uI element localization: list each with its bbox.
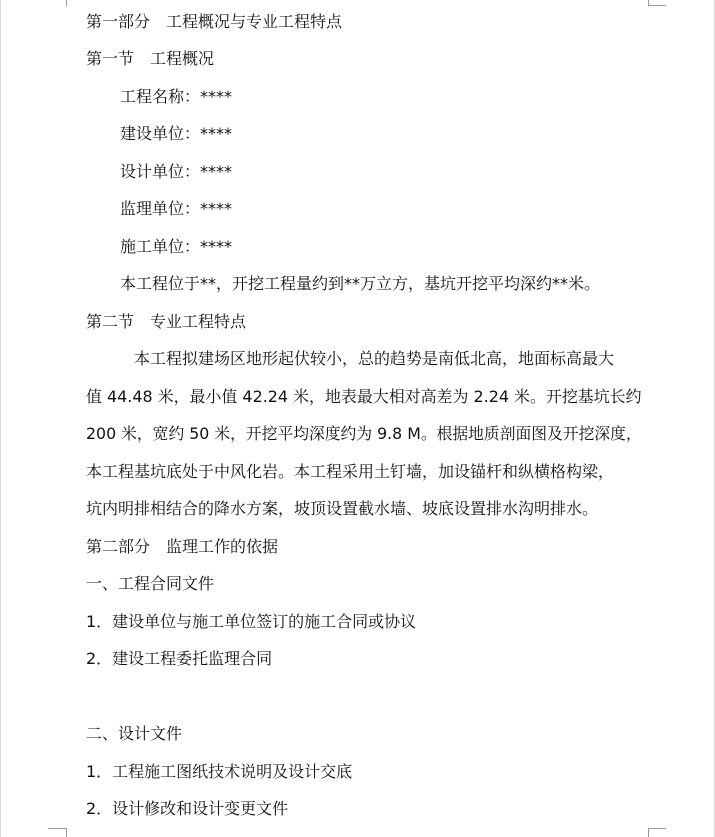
paragraph-line-4: 本工程基坑底处于中风化岩。本工程采用土钉墙，加设锚杆和纵横格构梁，: [86, 462, 615, 481]
crop-mark-bottom-right: [648, 828, 649, 837]
crop-mark-bottom-left-h: [48, 828, 66, 829]
design-item-1: 1．工程施工图纸技术说明及设计交底: [86, 762, 353, 781]
part1-title: 第一部分 工程概况与专业工程特点: [86, 12, 343, 31]
info-supervisor: 监理单位：****: [120, 199, 233, 218]
section1-title: 第一节 工程概况: [86, 49, 215, 68]
contracts-item-2: 2．建设工程委托监理合同: [86, 649, 273, 668]
paragraph-line-2: 值 44.48 米，最小值 42.24 米，地表最大相对高差为 2.24 米。开挖基坑长约: [86, 387, 642, 406]
heading-contracts: 一、工程合同文件: [86, 574, 215, 593]
crop-mark-top-left: [66, 0, 67, 6]
section2-title: 第二节 专业工程特点: [86, 312, 247, 331]
paragraph-line-1: 本工程拟建场区地形起伏较小，总的趋势是南低北高，地面标高最大: [134, 349, 615, 368]
crop-mark-bottom-left: [66, 828, 67, 837]
info-designer: 设计单位：****: [120, 162, 233, 181]
info-project-name: 工程名称：****: [120, 87, 233, 106]
design-item-2: 2．设计修改和设计变更文件: [86, 799, 289, 818]
info-owner: 建设单位：****: [120, 124, 233, 143]
paragraph-line-3: 200 米，宽约 50 米，开挖平均深度约为 9.8 M。根据地质剖面图及开挖深度，: [86, 424, 642, 443]
part2-title: 第二部分 监理工作的依据: [86, 537, 279, 556]
paragraph-line-5: 坑内明排相结合的降水方案，坡顶设置截水墙、坡底设置排水沟明排水。: [86, 499, 599, 518]
page-edge-left: [0, 0, 1, 837]
location-line: 本工程位于**，开挖工程量约到**万立方，基坑开挖平均深约**米。: [120, 274, 601, 293]
info-contractor: 施工单位：****: [120, 237, 233, 256]
crop-mark-bottom-right-h: [648, 828, 666, 829]
crop-mark-top-right-h: [648, 5, 666, 6]
heading-design: 二、设计文件: [86, 724, 183, 743]
contracts-item-1: 1．建设单位与施工单位签订的施工合同或协议: [86, 612, 417, 631]
